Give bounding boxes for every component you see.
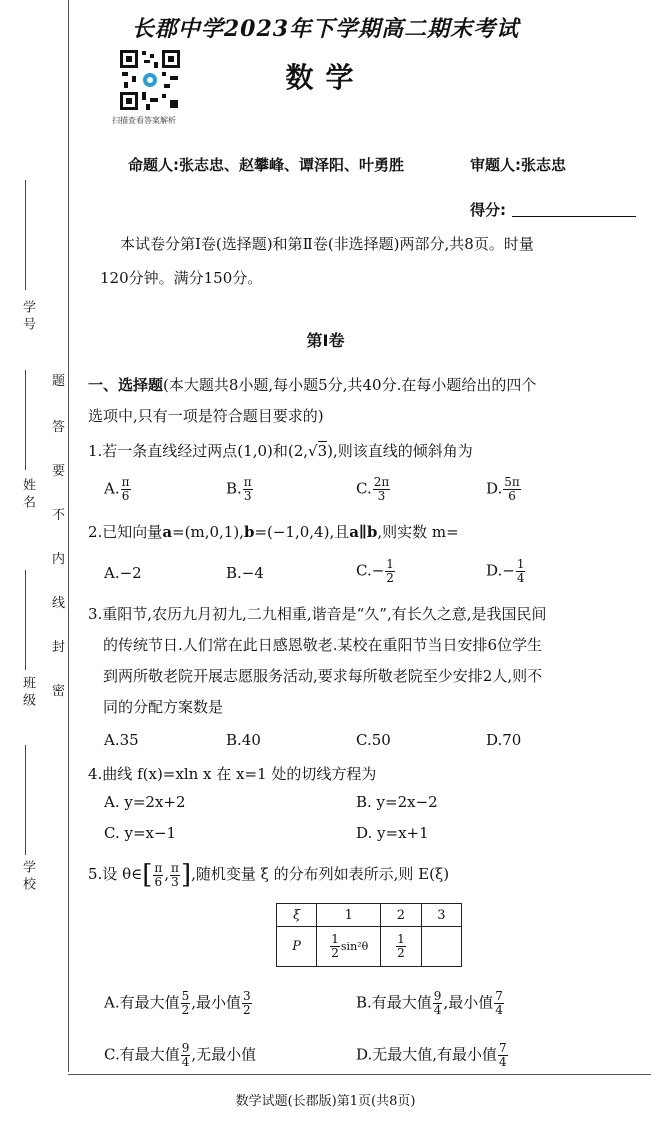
q5-stem [88, 860, 449, 890]
frac-num: 1 [331, 932, 339, 946]
q5-b-label: B.有最大值 [356, 993, 432, 1012]
student-id-line [25, 180, 26, 290]
frac-num: 7 [499, 1041, 507, 1055]
q1-sqrt-value: 3 [317, 442, 328, 460]
q4-option-a[interactable]: A. y=2x+2 [104, 793, 186, 811]
q1-a-frac [121, 476, 131, 503]
q1-b-frac [243, 476, 253, 503]
class-label: 班 级 [20, 676, 35, 707]
frac-num: 5 [181, 989, 190, 1003]
binding-line [68, 0, 69, 1072]
frac-den: 4 [516, 571, 525, 585]
frac-den: 2 [331, 946, 339, 960]
frac-num: 3 [243, 989, 251, 1003]
q1-option-c[interactable] [356, 476, 391, 503]
seal-char: 内 [52, 552, 66, 567]
cell-frac [396, 933, 406, 960]
frac-den: 6 [121, 489, 130, 503]
q5-frac-2 [170, 862, 180, 889]
q5-a-label: A.有最大值 [104, 993, 180, 1012]
intro-line-1: 本试卷分第Ⅰ卷(选择题)和第Ⅱ卷(非选择题)两部分,共8页。时量 [120, 235, 534, 253]
frac-num: 1 [516, 557, 525, 571]
frac-num: 1 [386, 557, 394, 571]
q2-option-c[interactable] [356, 558, 396, 585]
q2-option-a[interactable]: A.−2 [104, 564, 142, 582]
cell-frac [330, 933, 340, 960]
q2-parallel: a∥b [349, 523, 378, 541]
table-row [277, 904, 462, 927]
q1-c-label: C. [356, 479, 372, 498]
q1-option-a[interactable] [104, 476, 132, 503]
q2-stem-b: =(m,0,1), [172, 523, 244, 541]
q1-b-label: B. [226, 479, 242, 498]
q4-option-b[interactable]: B. y=2x−2 [356, 793, 438, 811]
frac-num: 9 [181, 1041, 190, 1055]
frac-den: 3 [243, 489, 252, 503]
q2-c-frac [385, 558, 395, 585]
part1-heading-line2: 选项中,只有一项是符合题目要求的) [88, 407, 324, 425]
qr-caption: 扫描查看答案解析 [112, 116, 176, 125]
q3-option-d[interactable]: D.70 [486, 731, 522, 749]
frac-num: 9 [433, 989, 442, 1003]
school-line [25, 745, 26, 855]
q5-option-d[interactable] [356, 1042, 509, 1069]
score-label: 得分: [470, 201, 506, 219]
q5-c-mid: ,无最小值 [191, 1045, 257, 1064]
setters: 命题人:张志忠、赵攀峰、谭泽阳、叶勇胜 [128, 156, 405, 174]
q4-stem: 4.曲线 f(x)=xln x 在 x=1 处的切线方程为 [88, 765, 377, 783]
frac-den: 2 [181, 1003, 190, 1017]
frac-den: 4 [433, 1003, 442, 1017]
q4-option-d[interactable]: D. y=x+1 [356, 824, 429, 842]
table-row [277, 927, 462, 967]
q2-stem-c: =(−1,0,4),且 [254, 523, 350, 541]
class-line [25, 570, 26, 670]
seal-char: 答 [52, 420, 66, 435]
frac-num: 7 [495, 989, 503, 1003]
q5-bracket-right: ] [180, 860, 192, 890]
q5-b-mid: ,最小值 [443, 993, 494, 1012]
frac-den: 2 [397, 946, 405, 960]
q5-option-a[interactable] [104, 990, 253, 1017]
q3-option-c[interactable]: C.50 [356, 731, 391, 749]
frac-num: 5π [504, 475, 520, 489]
seal-char: 题 [52, 374, 66, 389]
frac-num: π [121, 475, 130, 489]
frac [433, 990, 443, 1017]
q3-line-4: 同的分配方案数是 [103, 698, 224, 716]
frac [242, 990, 252, 1017]
table-cell [381, 927, 422, 967]
q1-stem-b: ),则该直线的倾斜角为 [327, 442, 473, 460]
q5-a-mid: ,最小值 [191, 993, 242, 1012]
q5-frac-1 [153, 862, 163, 889]
frac-den: 2 [386, 571, 394, 585]
frac-num: π [154, 860, 163, 875]
q5-option-b[interactable] [356, 990, 505, 1017]
distribution-table [276, 903, 462, 967]
frac-den: 3 [377, 489, 386, 503]
sin-term: sin²θ [340, 940, 369, 953]
seal-char: 线 [52, 596, 66, 611]
score-field[interactable] [512, 216, 636, 217]
frac [498, 1042, 508, 1069]
sqrt-sign: √ [308, 442, 318, 460]
q2-option-d[interactable] [486, 558, 526, 585]
seal-char: 密 [52, 684, 66, 699]
frac-num: π [243, 475, 252, 489]
q1-stem-a: 1.若一条直线经过两点(1,0)和(2, [88, 442, 309, 460]
student-id-label: 学 号 [20, 300, 35, 331]
frac-den: 4 [499, 1055, 507, 1069]
footer-rule [68, 1074, 651, 1075]
table-cell: P [277, 927, 317, 967]
frac-den: 6 [154, 874, 163, 889]
seal-char: 要 [52, 464, 66, 479]
exam-title: 长郡中学2023年下学期高二期末考试 [131, 16, 520, 42]
q3-line-3: 到两所敬老院开展志愿服务活动,要求每所敬老院至少安排2人,则不 [103, 667, 543, 685]
intro-line-2: 120分钟。满分150分。 [100, 269, 263, 287]
frac-den: 2 [243, 1003, 251, 1017]
q1-a-label: A. [104, 479, 120, 498]
q5-bracket-left: [ [142, 860, 153, 890]
q1-option-b[interactable] [226, 476, 254, 503]
seal-char: 不 [52, 508, 66, 523]
reviewer: 审题人:张志忠 [470, 156, 566, 174]
frac [494, 990, 504, 1017]
q2-c-label: C.− [356, 561, 385, 580]
q1-d-label: D. [486, 479, 503, 498]
part1-heading [88, 374, 536, 395]
q5-comma: , [164, 865, 170, 883]
frac-num: π [171, 860, 179, 875]
q1-option-d[interactable] [486, 476, 522, 503]
q2-vector-a: a [162, 523, 173, 541]
q2-stem [88, 521, 459, 542]
frac-den: 3 [171, 874, 179, 889]
q2-stem-a: 2.已知向量 [88, 523, 163, 541]
frac [181, 990, 191, 1017]
q5-c-label: C.有最大值 [104, 1045, 180, 1064]
q5-stem-a: 5.设 θ∈ [88, 865, 143, 883]
frac-den: 4 [495, 1003, 503, 1017]
frac-num: 1 [397, 932, 405, 946]
q2-d-frac [516, 558, 526, 585]
q3-line-2: 的传统节日.人们常在此日感恩敬老.某校在重阳节当日安排6位学生 [103, 636, 543, 654]
table-cell: 1 [317, 904, 381, 927]
name-label: 姓 名 [20, 478, 35, 509]
q1-stem [88, 440, 473, 461]
name-line [25, 370, 26, 470]
q2-vector-b: b [243, 523, 255, 541]
table-cell: 3 [421, 904, 461, 927]
q5-option-c[interactable] [104, 1042, 256, 1069]
table-cell: ξ [277, 904, 317, 927]
q2-stem-d: ,则实数 m= [377, 523, 459, 541]
table-cell: 2 [381, 904, 422, 927]
q3-option-a[interactable]: A.35 [104, 731, 139, 749]
frac-den: 4 [181, 1055, 190, 1069]
table-cell [421, 927, 461, 967]
page-footer: 数学试题(长郡版)第1页(共8页) [235, 1094, 416, 1109]
q5-stem-b: ,随机变量 ξ 的分布列如表所示,则 E(ξ) [191, 865, 450, 883]
part1-heading-bold: 一、选择题 [88, 376, 164, 394]
subject-title: 数学 [285, 61, 366, 94]
q2-d-label: D.− [486, 561, 515, 580]
q1-c-frac [373, 476, 391, 503]
part1-heading-rest: (本大题共8小题,每小题5分,共40分.在每小题给出的四个 [163, 376, 537, 394]
section-title: 第Ⅰ卷 [306, 331, 345, 350]
frac-num: 2π [373, 475, 390, 489]
school-label: 学 校 [20, 860, 35, 891]
q5-d-label: D.无最大值,有最小值 [356, 1045, 498, 1064]
q3-line-1: 3.重阳节,农历九月初九,二九相重,谐音是“久”,有长久之意,是我国民间 [88, 605, 547, 623]
q2-option-b[interactable]: B.−4 [226, 564, 264, 582]
frac [181, 1042, 191, 1069]
frac-den: 6 [508, 489, 516, 503]
seal-char: 封 [52, 640, 66, 655]
q3-option-b[interactable]: B.40 [226, 731, 261, 749]
q1-d-frac [503, 476, 521, 503]
table-cell [317, 927, 381, 967]
q4-option-c[interactable]: C. y=x−1 [104, 824, 177, 842]
